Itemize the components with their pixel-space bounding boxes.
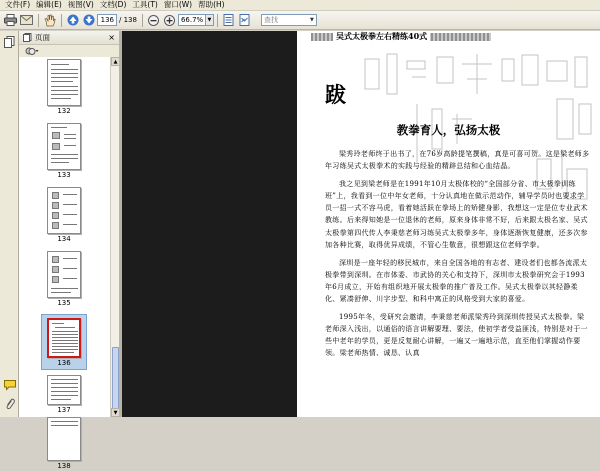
menu-help[interactable]: 帮助(H) <box>198 0 225 9</box>
pages-icon <box>4 36 15 48</box>
printer-icon <box>4 14 17 26</box>
zoom-in-icon <box>164 15 175 26</box>
paragraph: 深圳是一座年轻的移民城市，来自全国各地的有志者、建设者们也都各流派太极拳带到深圳。在市体委、市武协的关心和支持下，深圳市太极拳研究会于1993年6月成立，开始有组织地开展太极拳的推广普及工作。吴式太极拳以其轻静柔化、紧凑舒伸、川字步型、和科中寓正的风格受到大家的喜爱。 <box>325 258 588 304</box>
menu-bar <box>0 0 600 11</box>
thumbnail-image <box>47 123 81 170</box>
article-body <box>325 148 591 366</box>
thumbnail-label: 132 <box>57 107 71 115</box>
page-thumbnail[interactable] <box>41 375 87 415</box>
up-arrow-icon <box>67 14 79 26</box>
thumbnail-label: 134 <box>57 235 71 243</box>
toolbar-separator <box>142 14 143 27</box>
search-field[interactable] <box>261 14 317 26</box>
zoom-out-icon <box>148 15 159 26</box>
down-arrow-icon <box>83 14 95 26</box>
hand-icon <box>44 14 56 27</box>
document-page <box>297 31 600 417</box>
page-thumbnail[interactable] <box>41 123 87 180</box>
paragraph: 我之见到梁老师是在1991年10月太极体校的“全国部分省、市太极拳训练班”上，我看到一位中年女老师，十分认真地在做示范动作，辅导学员时也要求学员一招一式不容马虎，看着她活跃在拳场上的矫健身影，我想这一定是位专业武术教练。后来得知她是一位退休的老师，原来身体非常不好，后来跟太极名家、吴式太极拳第四代传人李秉慈老师习练吴式太极拳多年，身体逐渐恢复健康，还多次参加各种比赛，取得优异成绩，不管心生敬意，很想跟这位老师学拳。 <box>325 180 588 249</box>
thumbnail-label: 136 <box>57 359 71 367</box>
page-thumbnail[interactable] <box>41 59 87 116</box>
fit-width-icon <box>239 14 250 26</box>
envelope-icon <box>20 15 33 25</box>
thumbnail-image <box>47 318 81 358</box>
email-button[interactable] <box>19 13 34 28</box>
thumbnail-label: 135 <box>57 299 71 307</box>
thumbnail-label: 138 <box>57 462 71 470</box>
page-thumbnail[interactable] <box>41 187 87 244</box>
options-icon <box>25 47 39 56</box>
thumbnail-scrollbar[interactable] <box>110 57 119 417</box>
menu-file[interactable]: 文件(F) <box>5 0 31 9</box>
paperclip-icon <box>5 398 15 410</box>
section-heading: 跋 <box>325 82 346 107</box>
search-input[interactable] <box>262 15 308 25</box>
menu-document[interactable]: 文档(D) <box>99 0 127 9</box>
paragraph: 1995年冬，受研究会邀请，李秉慈老师派梁秀玲到深圳传授吴式太极拳。梁老师深入浅出，以通俗的语言讲解要理、要法，使初学者受益匪浅，特别是对于一些中老年的学员，更是反复耐心讲解，一遍又一遍地示范，直至他们掌握动作要领。梁老师热情、诚恳、认真 <box>325 313 588 358</box>
zoom-input[interactable] <box>178 14 206 26</box>
toolbar-separator <box>217 14 218 27</box>
toolbar-separator <box>61 14 62 27</box>
scrollbar-thumb[interactable] <box>112 347 119 409</box>
pages-panel-header <box>19 31 119 45</box>
pages-panel-title: 页面 <box>35 33 50 42</box>
paragraph: 梁秀玲老师终于出书了，在76岁高龄提笔撰稿，真是可喜可贺。这是梁老师多年习练吴式太极拳术的实践与经验的精辟总结和心血结晶。 <box>325 150 590 171</box>
previous-page-button[interactable] <box>65 13 80 28</box>
menu-tools[interactable]: 工具(T) <box>132 0 158 9</box>
chevron-down-icon[interactable]: ▼ <box>206 14 214 26</box>
thumbnail-label: 133 <box>57 171 71 179</box>
thumbnail-image <box>47 417 81 461</box>
pages-icon <box>23 33 32 42</box>
zoom-in-button[interactable] <box>162 13 177 28</box>
thumbnail-label: 137 <box>57 406 71 414</box>
toolbar-separator <box>38 14 39 27</box>
thumbnail-image <box>47 251 81 298</box>
menu-window[interactable]: 窗口(W) <box>163 0 193 9</box>
article-title: 教拳育人，弘扬太极 <box>396 123 501 137</box>
thumbnail-image <box>47 187 81 234</box>
page-thumbnail[interactable] <box>41 417 87 471</box>
zoom-out-button[interactable] <box>146 13 161 28</box>
page-thumbnail-selected[interactable] <box>41 314 87 370</box>
page-total-label: / 138 <box>119 16 137 24</box>
scroll-down-icon[interactable]: ▼ <box>111 408 120 417</box>
page-thumbnail[interactable] <box>41 251 87 308</box>
scroll-up-icon[interactable]: ▲ <box>111 57 120 66</box>
fit-page-button[interactable] <box>221 13 236 28</box>
attachments-nav-button[interactable] <box>3 397 16 410</box>
fit-page-icon <box>223 14 234 26</box>
print-button[interactable] <box>3 13 18 28</box>
toolbar <box>0 11 600 30</box>
close-icon[interactable]: × <box>108 33 115 42</box>
panel-options[interactable] <box>19 45 119 57</box>
running-header <box>297 31 600 45</box>
menu-edit[interactable]: 编辑(E) <box>36 0 62 9</box>
document-viewport <box>122 31 600 417</box>
pages-nav-button[interactable] <box>3 35 16 48</box>
chevron-down-icon[interactable]: ▼ <box>310 17 314 23</box>
running-head-title: 吴式太极拳左右精练40式 <box>333 31 430 42</box>
navigation-strip <box>0 31 19 417</box>
next-page-button[interactable] <box>81 13 96 28</box>
thumbnail-image <box>47 59 81 106</box>
pages-panel <box>19 31 119 470</box>
fit-width-button[interactable] <box>237 13 252 28</box>
thumbnail-image <box>47 375 81 405</box>
comments-nav-button[interactable] <box>3 378 16 391</box>
menu-view[interactable]: 视图(V) <box>67 0 94 9</box>
thumbnail-list <box>19 57 110 470</box>
hand-tool-button[interactable] <box>42 13 57 28</box>
page-number-input[interactable] <box>97 14 117 26</box>
zoom-select[interactable] <box>178 14 214 26</box>
comment-icon <box>4 380 16 390</box>
